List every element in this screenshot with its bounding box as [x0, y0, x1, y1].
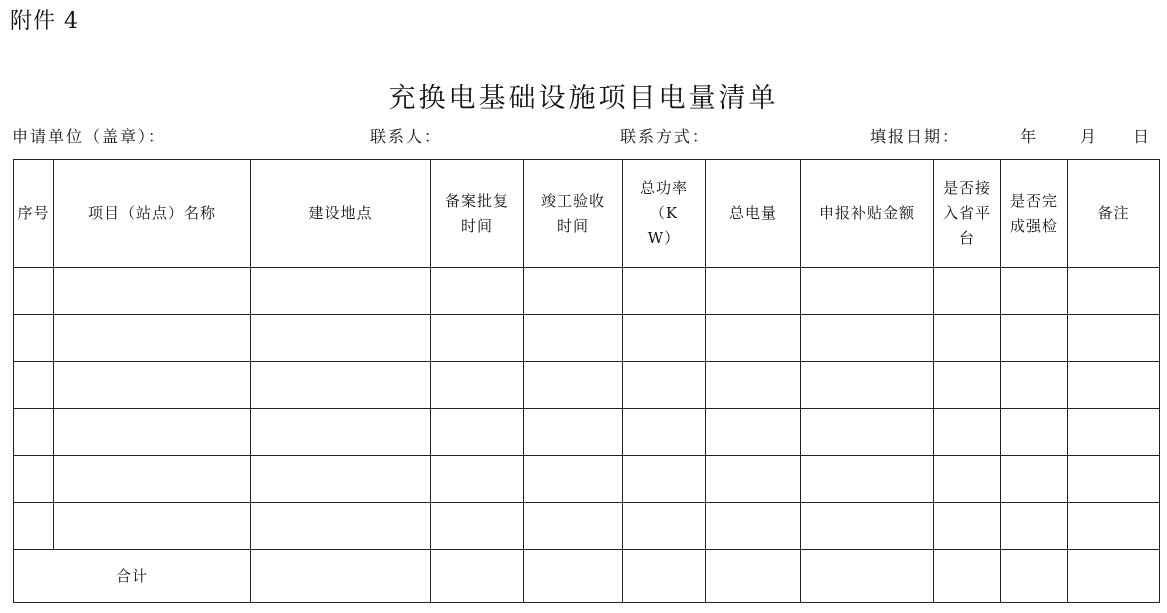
applicant-label: 申请单位（盖章）：: [12, 127, 167, 146]
table-cell[interactable]: [934, 409, 1001, 456]
table-cell[interactable]: [524, 362, 623, 409]
table-cell[interactable]: [1068, 503, 1160, 550]
fill-date-label: 填报日期：: [870, 127, 961, 146]
table-cell[interactable]: [1001, 362, 1068, 409]
table-cell[interactable]: [14, 456, 54, 503]
table-row: [14, 409, 1160, 456]
total-label: 合计: [14, 550, 251, 603]
table-cell[interactable]: [431, 315, 524, 362]
table-cell[interactable]: [1001, 503, 1068, 550]
table-cell[interactable]: [623, 315, 706, 362]
table-cell[interactable]: [1068, 550, 1160, 603]
table-cell[interactable]: [54, 268, 251, 315]
table-cell[interactable]: [934, 503, 1001, 550]
table-cell[interactable]: [251, 268, 431, 315]
year-label: 年: [1020, 127, 1039, 146]
header-acceptance-time: 竣工验收时间: [524, 160, 623, 268]
table-cell[interactable]: [54, 409, 251, 456]
table-cell[interactable]: [524, 315, 623, 362]
table-cell[interactable]: [251, 409, 431, 456]
header-subsidy-amount: 申报补贴金额: [801, 160, 934, 268]
table-cell[interactable]: [431, 409, 524, 456]
header-provincial-platform: 是否接入省平台: [934, 160, 1001, 268]
table-cell[interactable]: [801, 362, 934, 409]
table-row: [14, 456, 1160, 503]
table-cell[interactable]: [1001, 550, 1068, 603]
table-cell[interactable]: [623, 268, 706, 315]
table-cell[interactable]: [54, 503, 251, 550]
table-cell[interactable]: [801, 315, 934, 362]
table-cell[interactable]: [801, 409, 934, 456]
table-cell[interactable]: [934, 456, 1001, 503]
table-cell[interactable]: [1068, 268, 1160, 315]
header-filing-time: 备案批复时间: [431, 160, 524, 268]
table-cell[interactable]: [14, 268, 54, 315]
table-cell[interactable]: [431, 550, 524, 603]
table-cell[interactable]: [706, 268, 801, 315]
table-cell[interactable]: [1001, 315, 1068, 362]
table-cell[interactable]: [54, 315, 251, 362]
table-cell[interactable]: [251, 315, 431, 362]
table-cell[interactable]: [801, 550, 934, 603]
table-cell[interactable]: [251, 456, 431, 503]
table-cell[interactable]: [251, 550, 431, 603]
table-cell[interactable]: [623, 550, 706, 603]
table-cell[interactable]: [1001, 409, 1068, 456]
header-seq: 序号: [14, 160, 54, 268]
day-label: 日: [1133, 127, 1152, 146]
header-inspection-done: 是否完成强检: [1001, 160, 1068, 268]
table-cell[interactable]: [1068, 456, 1160, 503]
table-cell[interactable]: [251, 362, 431, 409]
table-cell[interactable]: [623, 362, 706, 409]
table-cell[interactable]: [1068, 409, 1160, 456]
contact-person-label: 联系人：: [370, 127, 443, 146]
table-cell[interactable]: [801, 268, 934, 315]
table-cell[interactable]: [524, 456, 623, 503]
table-cell[interactable]: [706, 456, 801, 503]
table-cell[interactable]: [623, 456, 706, 503]
table-cell[interactable]: [1068, 315, 1160, 362]
table-cell[interactable]: [706, 315, 801, 362]
table-cell[interactable]: [1001, 268, 1068, 315]
header-total-power: 总功率（KW）: [623, 160, 706, 268]
table-cell[interactable]: [706, 503, 801, 550]
table-cell[interactable]: [431, 456, 524, 503]
table-cell[interactable]: [54, 362, 251, 409]
electricity-list-table: [13, 159, 1160, 603]
table-cell[interactable]: [1068, 362, 1160, 409]
table-cell[interactable]: [934, 550, 1001, 603]
table-row: [14, 362, 1160, 409]
table-cell[interactable]: [934, 315, 1001, 362]
table-cell[interactable]: [623, 503, 706, 550]
contact-method-label: 联系方式：: [620, 127, 711, 146]
table-cell[interactable]: [1001, 456, 1068, 503]
table-cell[interactable]: [431, 362, 524, 409]
table-cell[interactable]: [251, 503, 431, 550]
table-row: [14, 268, 1160, 315]
attachment-label: 附件 4: [10, 9, 79, 34]
table-cell[interactable]: [431, 268, 524, 315]
table-cell[interactable]: [14, 503, 54, 550]
table-cell[interactable]: [934, 268, 1001, 315]
table-cell[interactable]: [14, 362, 54, 409]
table-cell[interactable]: [431, 503, 524, 550]
total-row: [14, 550, 1160, 603]
header-total-energy: 总电量: [706, 160, 801, 268]
table-cell[interactable]: [524, 503, 623, 550]
table-cell[interactable]: [54, 456, 251, 503]
table-cell[interactable]: [934, 362, 1001, 409]
table-cell[interactable]: [801, 456, 934, 503]
document-title: 充换电基础设施项目电量清单: [388, 83, 779, 114]
table-cell[interactable]: [524, 409, 623, 456]
table-cell[interactable]: [524, 268, 623, 315]
table-cell[interactable]: [623, 409, 706, 456]
header-remarks: 备注: [1068, 160, 1160, 268]
table-cell[interactable]: [524, 550, 623, 603]
table-row: [14, 503, 1160, 550]
table-row: [14, 315, 1160, 362]
month-label: 月: [1080, 127, 1099, 146]
table-cell[interactable]: [801, 503, 934, 550]
table-cell[interactable]: [14, 409, 54, 456]
table-cell[interactable]: [14, 315, 54, 362]
table-cell[interactable]: [706, 409, 801, 456]
header-project-name: 项目（站点）名称: [54, 160, 251, 268]
table-cell[interactable]: [706, 362, 801, 409]
table-cell[interactable]: [706, 550, 801, 603]
header-row: [14, 160, 1160, 268]
header-location: 建设地点: [251, 160, 431, 268]
